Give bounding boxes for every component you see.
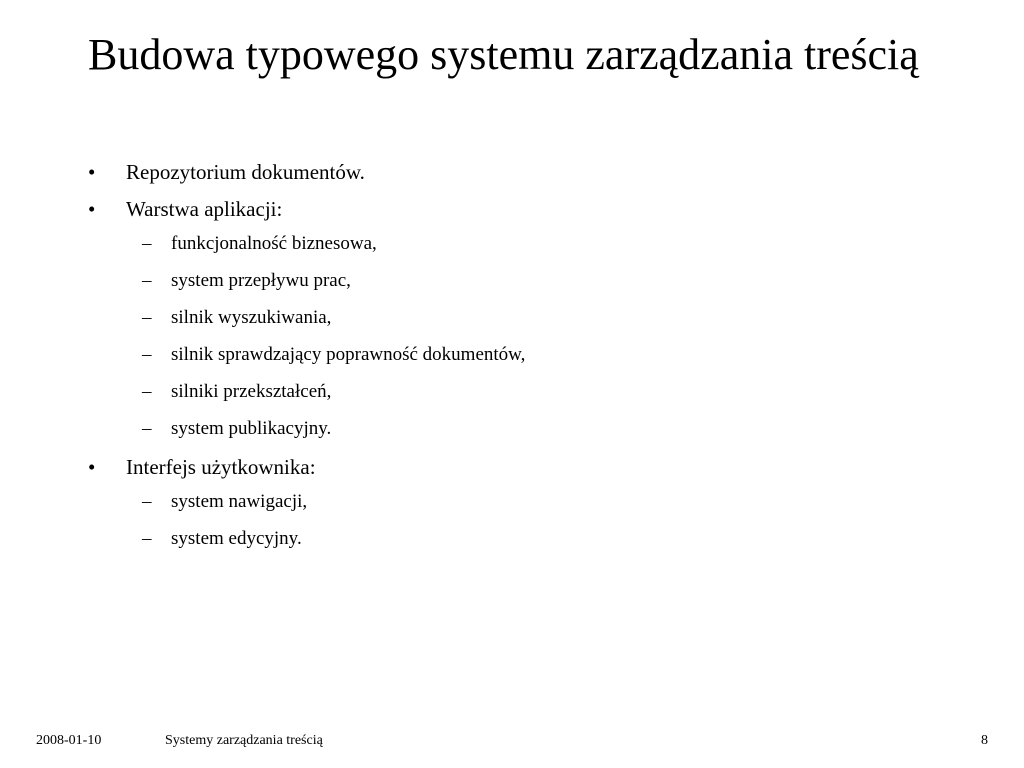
sub-item (126, 491, 968, 513)
sub-list (126, 491, 968, 550)
sub-item-text: system przepływu prac, (171, 270, 351, 291)
bullet-icon: • (88, 197, 96, 221)
sub-item-text: system publikacyjny. (171, 418, 332, 439)
sub-item-text: system edycyjny. (171, 528, 302, 549)
footer-title: Systemy zarządzania treścią (165, 733, 323, 748)
footer-date: 2008-01-10 (36, 733, 102, 748)
dash-icon: – (142, 233, 152, 254)
dash-icon: – (142, 270, 152, 291)
bullet-icon: • (88, 160, 96, 184)
bullet-text: Interfejs użytkownika: (126, 455, 316, 479)
bullet-item (88, 455, 968, 550)
sub-item-text: silniki przekształceń, (171, 381, 332, 402)
dash-icon: – (142, 418, 152, 439)
page-number: 8 (981, 733, 988, 748)
sub-item (126, 528, 968, 550)
bullet-icon: • (88, 455, 96, 479)
sub-item-text: system nawigacji, (171, 491, 308, 512)
sub-item (126, 270, 968, 292)
sub-item (126, 381, 968, 403)
bullet-item (88, 197, 968, 440)
sub-item (126, 418, 968, 440)
bullet-list (88, 160, 968, 565)
dash-icon: – (142, 381, 152, 402)
bullet-text: Repozytorium dokumentów. (126, 160, 365, 184)
sub-item (126, 344, 968, 366)
sub-item (126, 233, 968, 255)
dash-icon: – (142, 491, 152, 512)
sub-item-text: silnik sprawdzający poprawność dokumentów, (171, 344, 526, 365)
bullet-text: Warstwa aplikacji: (126, 197, 283, 221)
sub-item-text: funkcjonalność biznesowa, (171, 233, 377, 254)
dash-icon: – (142, 307, 152, 328)
dash-icon: – (142, 528, 152, 549)
bullet-item (88, 160, 968, 184)
sub-item-text: silnik wyszukiwania, (171, 307, 332, 328)
sub-list (126, 233, 968, 440)
sub-item (126, 307, 968, 329)
dash-icon: – (142, 344, 152, 365)
slide-title: Budowa typowego systemu zarządzania treścią (88, 30, 919, 79)
